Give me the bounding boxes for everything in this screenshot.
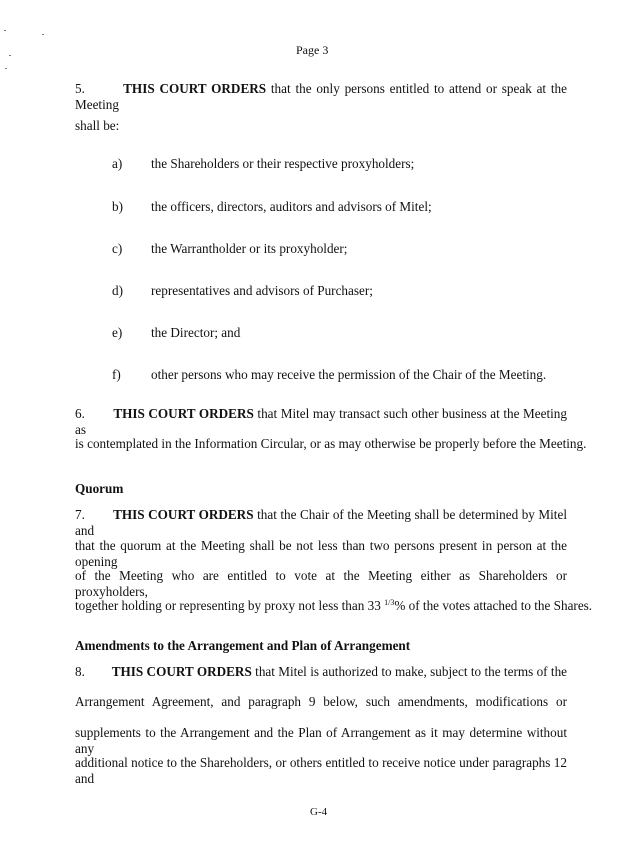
list-letter: d) — [112, 283, 123, 298]
scan-mark — [9, 55, 11, 56]
para6-bold: THIS COURT ORDERS — [113, 406, 254, 421]
list-text: the Warrantholder or its proxyholder; — [151, 241, 348, 256]
para7-number: 7. — [75, 507, 85, 522]
amendments-heading: Amendments to the Arrangement and Plan of Arrangement — [75, 638, 411, 653]
para7-line3: of the Meeting who are entitled to vote at the Meeting either as Shareholders or proxyholders, — [75, 568, 567, 599]
para5-number: 5. — [75, 81, 85, 96]
para7-line1 — [75, 507, 567, 539]
para8-bold: THIS COURT ORDERS — [111, 664, 252, 679]
list-text: the Director; and — [151, 325, 241, 340]
para7-line2: that the quorum at the Meeting shall be not less than two persons present in person at the opening — [75, 538, 567, 569]
scan-mark — [5, 68, 7, 69]
para8-line3: supplements to the Arrangement and the Plan of Arrangement as it may determine without any — [75, 725, 567, 756]
list-letter: e) — [112, 325, 123, 340]
list-letter: b) — [112, 199, 123, 214]
para5-bold: THIS COURT ORDERS — [123, 81, 267, 96]
para6-line1 — [75, 406, 567, 438]
list-text: other persons who may receive the permission of the Chair of the Meeting. — [151, 367, 547, 382]
page-code: G-4 — [310, 806, 328, 818]
para8-number: 8. — [75, 664, 85, 679]
para7-line4-a: together holding or representing by proxy not less than 33 — [75, 598, 381, 613]
para5-line2: shall be: — [75, 118, 120, 133]
para7-line4 — [75, 598, 593, 614]
para6-line1-rest: that Mitel may transact such other business at the Meeting as — [75, 406, 567, 437]
para8-line4: additional notice to the Shareholders, or others entitled to receive notice under paragraphs 12 and — [75, 755, 567, 786]
list-letter: f) — [112, 367, 121, 382]
para5-line1 — [75, 81, 567, 113]
para7-bold: THIS COURT ORDERS — [113, 507, 254, 522]
para8-line1 — [75, 664, 567, 680]
para6-line2: is contemplated in the Information Circular, or as may otherwise be properly before the Meeting. — [75, 436, 587, 451]
scan-mark — [42, 34, 44, 35]
para5-line1-rest: that the only persons entitled to attend or speak at the Meeting — [75, 81, 567, 112]
quorum-heading: Quorum — [75, 481, 124, 496]
fraction-superscript: 1/3 — [384, 598, 395, 607]
para7-line1-rest: that the Chair of the Meeting shall be determined by Mitel and — [75, 507, 567, 538]
page-label: Page 3 — [296, 43, 329, 57]
para8-line1-rest: that Mitel is authorized to make, subject to the terms of the — [255, 664, 568, 679]
scan-mark — [4, 30, 6, 31]
list-letter: c) — [112, 241, 123, 256]
list-letter: a) — [112, 156, 123, 171]
para8-line2: Arrangement Agreement, and paragraph 9 below, such amendments, modifications or — [75, 694, 567, 709]
list-text: the officers, directors, auditors and advisors of Mitel; — [151, 199, 432, 214]
para6-number: 6. — [75, 406, 85, 421]
list-text: the Shareholders or their respective proxyholders; — [151, 156, 415, 171]
para7-line4-b: % of the votes attached to the Shares. — [394, 598, 593, 613]
list-text: representatives and advisors of Purchaser; — [151, 283, 373, 298]
